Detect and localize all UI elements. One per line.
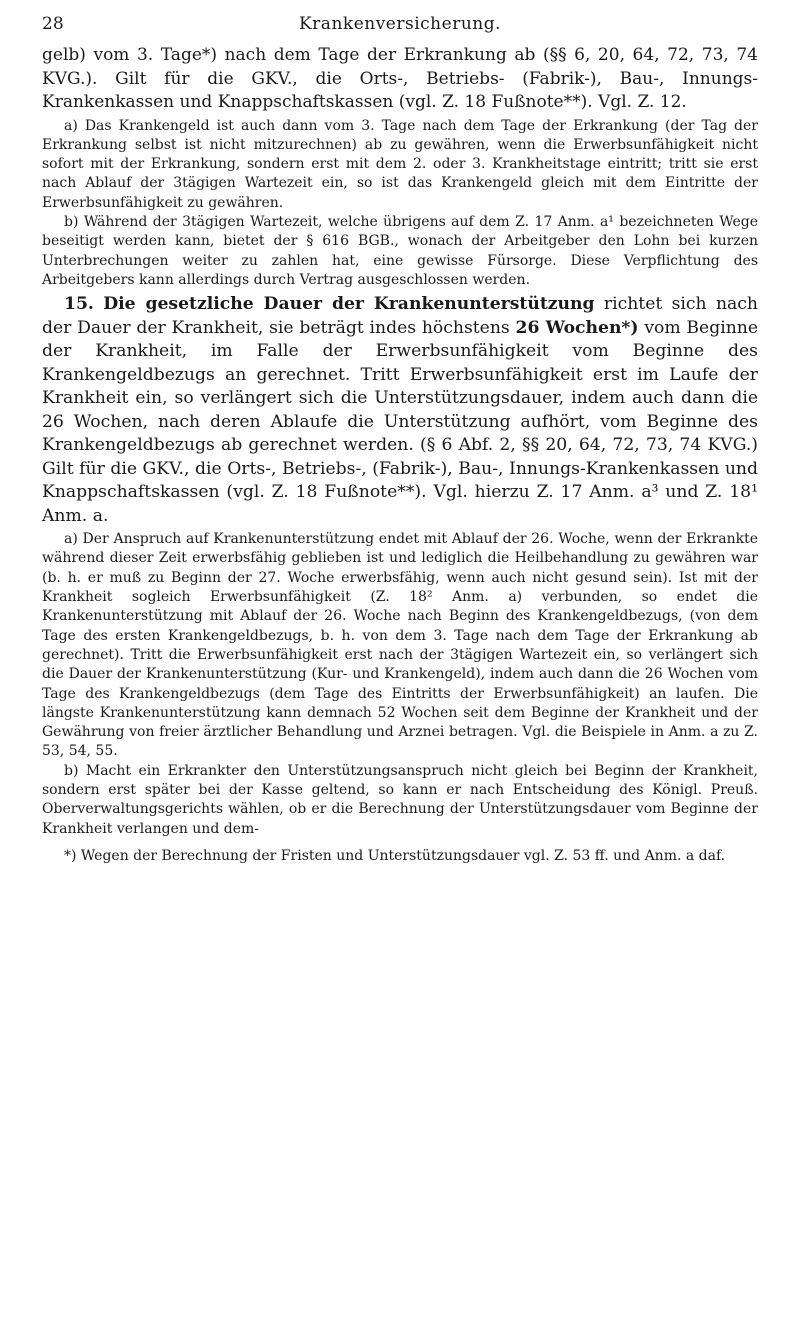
section-heading: Die gesetzliche Dauer der Krankenunterstützung bbox=[103, 294, 595, 315]
running-title: Krankenversicherung. bbox=[298, 14, 501, 34]
note-b: b) Während der 3tägigen Wartezeit, welche übrigens auf dem Z. 17 Anm. a¹ bezeichneten Wege beseitigt werden kann, bietet der § 616 BGB., wonach der Arbeitgeber den Lohn bei kurzen Unterbrechungen weiter zu zahlen hat, eine gewisse Fürsorge. Diese Verpflichtung des Arbeitgebers kann allerdings durch Vertrag ausgeschlossen werden. bbox=[42, 213, 758, 288]
section-number: 15. bbox=[64, 294, 94, 315]
section-duration: 26 Wochen*) bbox=[515, 317, 639, 338]
section-note-a: a) Der Anspruch auf Krankenunterstützung endet mit Ablauf der 26. Woche, wenn der Erkrankte während dieser Zeit erwerbsfähig geblieben ist und lediglich die Heilbehandlung zu gewähren war (b. h. er muß zu Beginn der 27. Woche erwerbsfähig, wenn auch nicht gesund sein). Ist mit der Krankheit sogleich Erwerbsunfähigkeit (Z. 18² Anm. a) verbunden, so endet die Krankenunterstützung mit Ablauf der 26. Woche nach Beginn des Krankengeldbezugs, (von dem Tage des ersten Krankengeldbezugs, b. h. von dem 3. Tage nach dem Tage der Erkrankung ab gerechnet). Tritt die Erwerbsunfähigkeit erst nach der 3tägigen Wartezeit ein, so verlängert sich die Dauer der Krankenunterstützung (Kur- und Krankengeld), indem auch dann die 26 Wochen vom Tage des Krankengeldbezugs (dem Tage des Eintritts der Erwerbsunfähigkeit) an laufen. Die längste Krankenunterstützung kann demnach 52 Wochen seit dem Beginne der Krankheit und der Gewährung von freier ärztlicher Behandlung und Arznei betragen. Vgl. die Beispiele in Anm. a zu Z. 53, 54, 55. bbox=[42, 531, 758, 760]
section-note-b: b) Macht ein Erkrankter den Unterstützungsanspruch nicht gleich bei Beginn der Krankheit, sondern erst später bei der Kasse geltend, so kann er nach Entscheidung des Königl. Preuß. Oberverwaltungsgerichts wählen, ob er die Berechnung der Unterstützungsdauer vom Beginne der Krankheit verlangen und dem- bbox=[42, 762, 758, 837]
page-header bbox=[42, 14, 758, 40]
footnote: *) Wegen der Berechnung der Fristen und Unterstützungsdauer vgl. Z. 53 ff. und Anm. a daf. bbox=[64, 847, 726, 864]
section-15 bbox=[42, 293, 758, 528]
section-text-2: vom Beginne der Krankheit, im Falle der Erwerbsunfähigkeit vom Beginne des Krankengeldbezugs an gerechnet. Tritt Erwerbsunfähigkeit erst im Laufe der Krankheit ein, so verlängert sich die Unterstützungsdauer, indem auch dann die 26 Wochen, nach deren Ablaufe die Unterstützung aufhört, vom Beginne des Krankengeldbezugs ab gerechnet werden. (§ 6 Abf. 2, §§ 20, 64, 72, 73, 74 KVG.) Gilt für die GKV., die Orts-, Betriebs-, (Fabrik-), Bau-, Innungs-Krankenkassen und Knappschaftskassen (vgl. Z. 18 Fußnote**). Vgl. hierzu Z. 17 Anm. a³ und Z. 18¹ Anm. a. bbox=[42, 317, 759, 526]
section-text-1: richtet sich nach der Dauer der Krankheit, sie beträgt indes höchstens bbox=[42, 294, 758, 338]
note-a: a) Das Krankengeld ist auch dann vom 3. Tage nach dem Tage der Erkrankung (der Tag der Erkrankung selbst ist nicht mitzurechnen) ab zu gewähren, wenn die Erwerbsunfähigkeit nicht sofort mit der Erkrankung, sondern erst mit dem 2. oder 3. Krankheitstage eintritt; tritt sie erst nach Ablauf der 3tägigen Wartezeit ein, so ist das Krankengeld gleich mit dem Eintritte der Erwerbsunfähigkeit zu gewähren. bbox=[42, 117, 758, 211]
intro-paragraph: gelb) vom 3. Tage*) nach dem Tage der Erkrankung ab (§§ 6, 20, 64, 72, 73, 74 KVG.). Gilt für die GKV., die Orts-, Betriebs- (Fabrik-), Bau-, Innungs-Krankenkassen und Knappschaftskassen (vgl. Z. 18 Fußnote**). Vgl. Z. 12. bbox=[42, 45, 758, 112]
page-number: 28 bbox=[42, 14, 64, 34]
